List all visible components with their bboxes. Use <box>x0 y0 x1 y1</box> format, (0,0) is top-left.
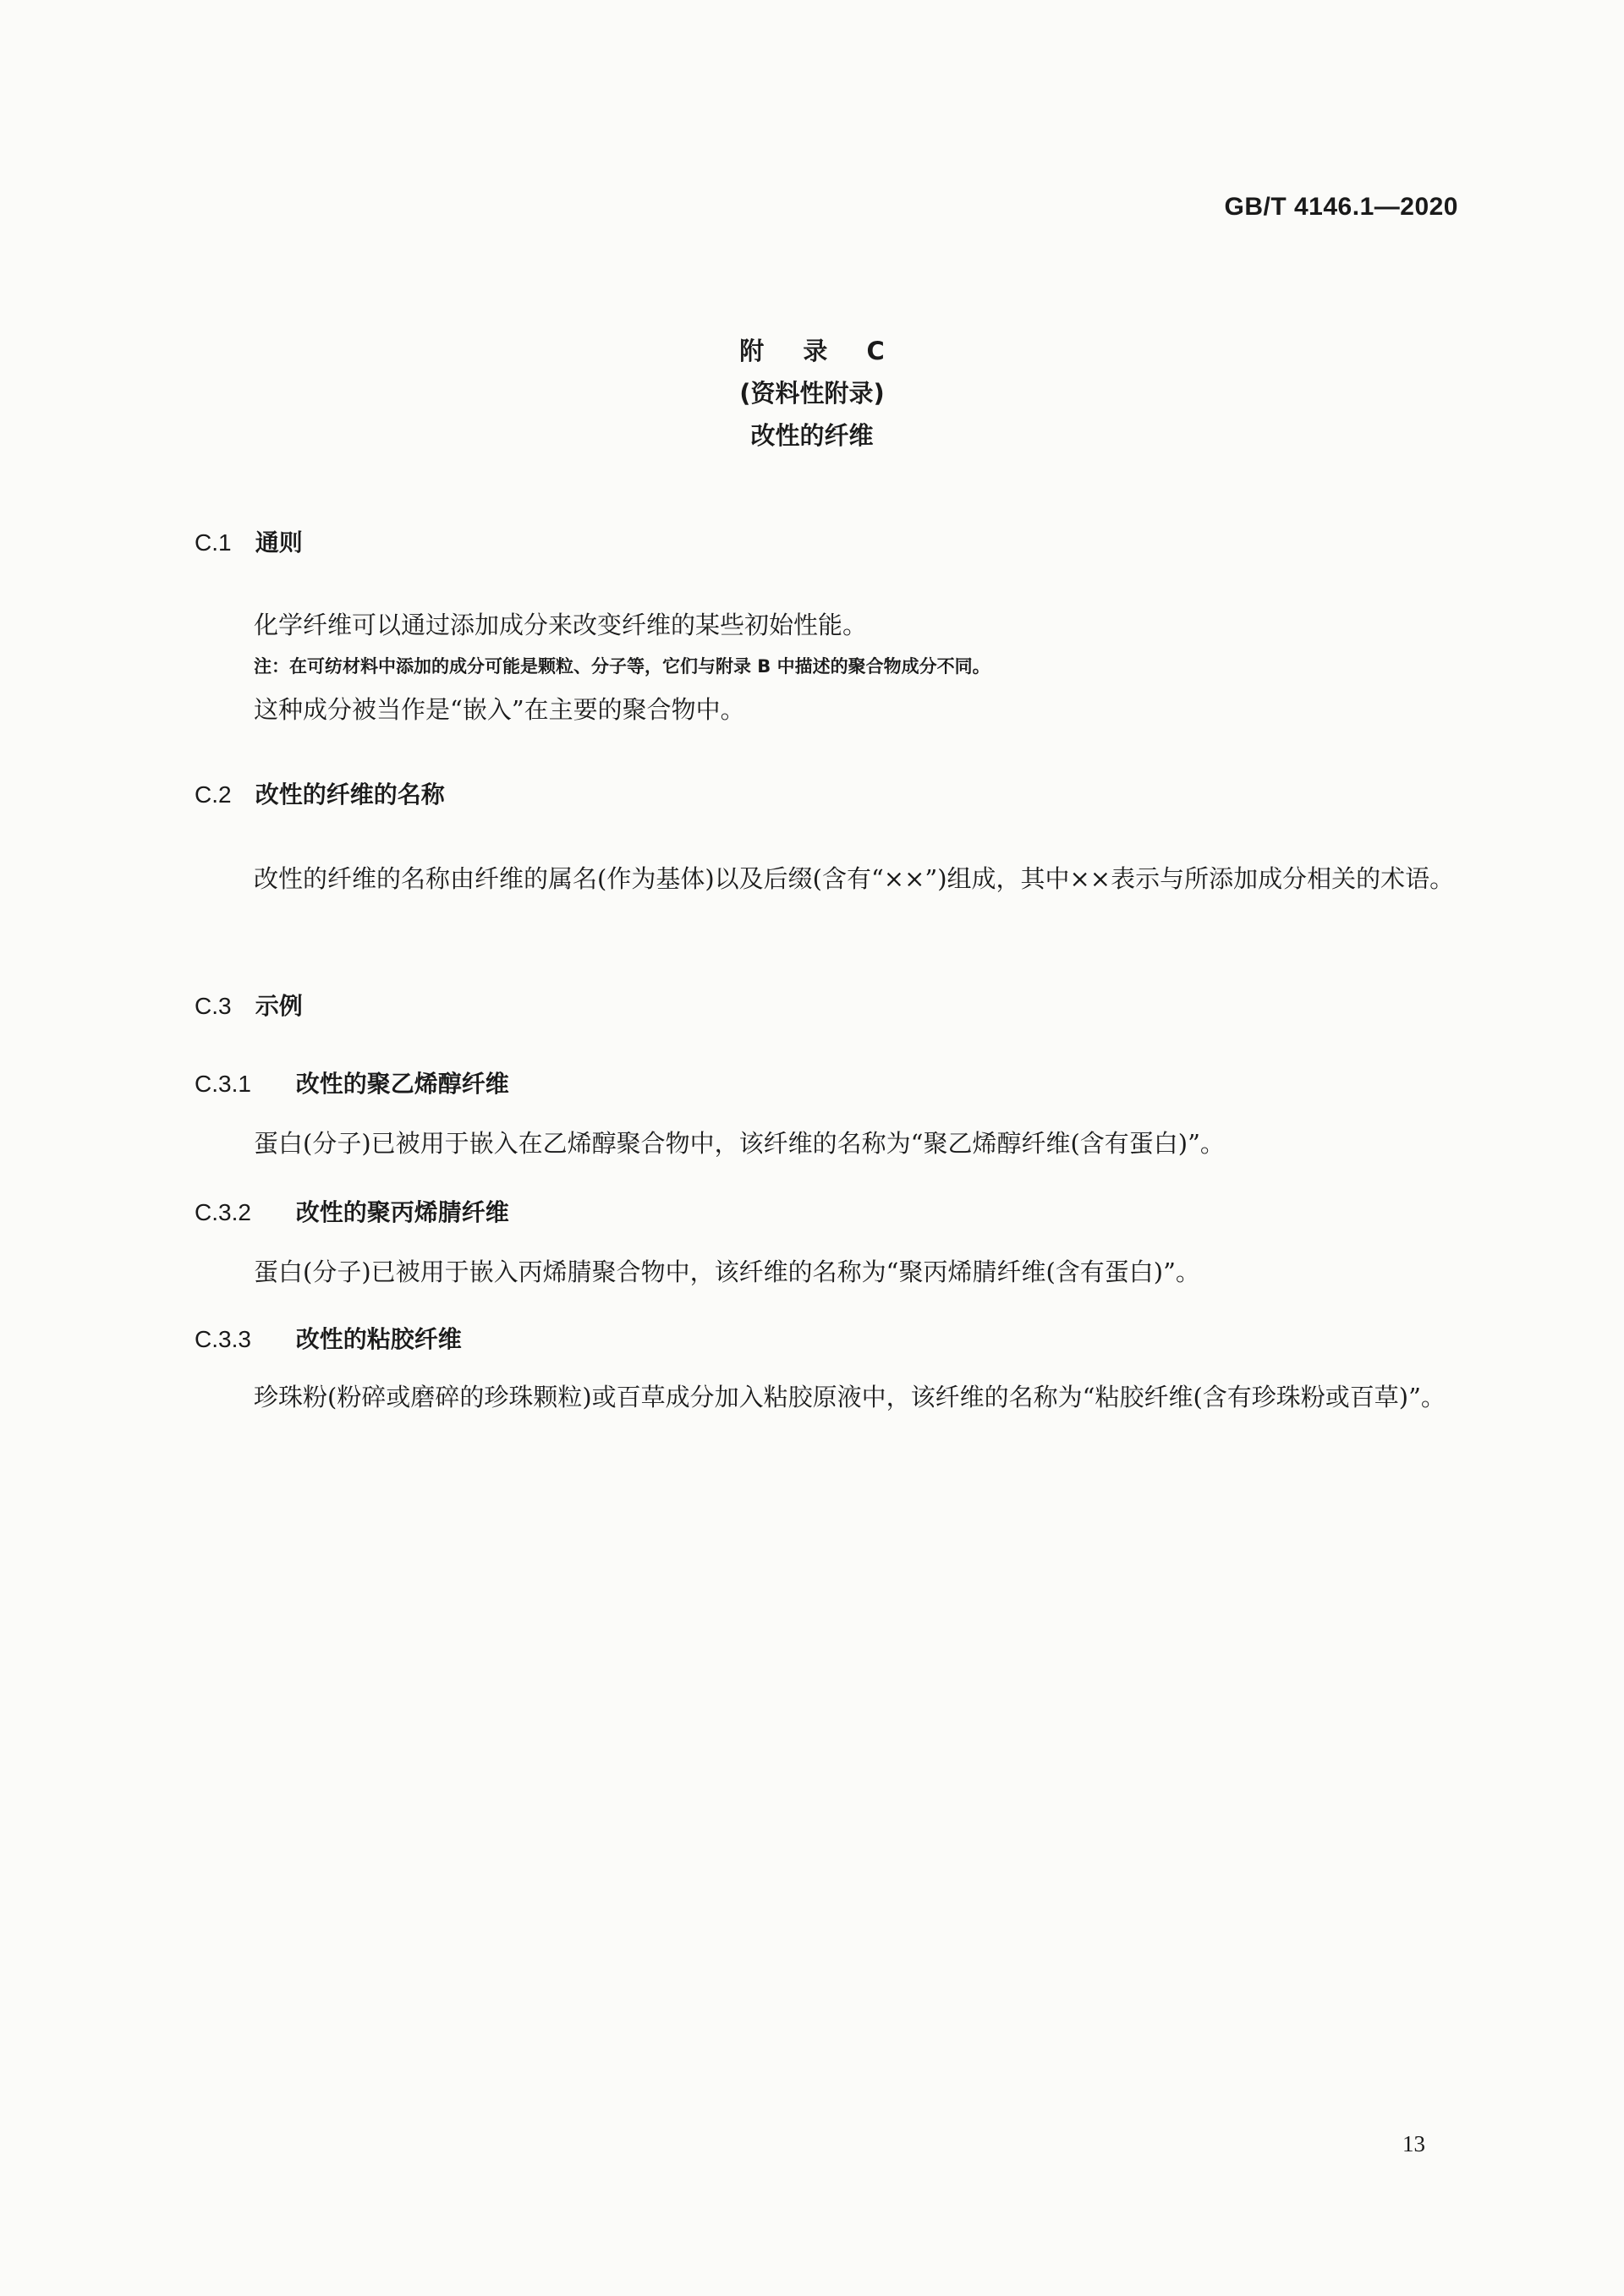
section-number: C.3.2 <box>195 1199 251 1225</box>
section-heading-c3-3 <box>195 1321 462 1355</box>
annex-type: (资料性附录) <box>739 379 885 408</box>
section-number: C.3.1 <box>195 1071 251 1097</box>
section-title: 改性的聚乙烯醇纤维 <box>295 1070 509 1098</box>
page-number: 13 <box>1402 2131 1425 2156</box>
paragraph: 蛋白(分子)已被用于嵌入在乙烯醇聚合物中，该纤维的名称为“聚乙烯醇纤维(含有蛋白)”。 <box>254 1129 1225 1158</box>
section-title: 通则 <box>255 529 303 556</box>
section-title: 改性的聚丙烯腈纤维 <box>295 1198 509 1226</box>
annex-label: 附 录 C <box>739 337 900 365</box>
section-heading-c3 <box>195 988 303 1022</box>
paragraph: 化学纤维可以通过添加成分来改变纤维的某些初始性能。 <box>254 611 868 639</box>
section-number: C.3.3 <box>195 1326 251 1352</box>
section-title: 改性的粘胶纤维 <box>295 1325 462 1353</box>
section-number: C.1 <box>195 529 232 556</box>
paragraph: 改性的纤维的名称由纤维的属名(作为基体)以及后缀(含有“××”)组成，其中××表示与所添加成分相关的术语。 <box>254 864 1455 893</box>
section-title: 改性的纤维的名称 <box>255 781 445 808</box>
section-title: 示例 <box>255 992 303 1020</box>
section-heading-c2 <box>195 776 445 810</box>
paragraph: 蛋白(分子)已被用于嵌入丙烯腈聚合物中，该纤维的名称为“聚丙烯腈纤维(含有蛋白)”。 <box>254 1258 1200 1286</box>
section-heading-c3-2 <box>195 1194 509 1228</box>
annex-title-block <box>0 330 1624 457</box>
section-heading-c3-1 <box>195 1066 509 1099</box>
paragraph: 这种成分被当作是“嵌入”在主要的聚合物中。 <box>254 695 745 724</box>
section-number: C.3 <box>195 993 232 1019</box>
note: 注：在可纺材料中添加的成分可能是颗粒、分子等，它们与附录 B 中描述的聚合物成分不同。 <box>254 656 990 677</box>
annex-title: 改性的纤维 <box>750 421 874 450</box>
document-code: GB/T 4146.1—2020 <box>1224 193 1458 221</box>
section-heading-c1 <box>195 524 303 558</box>
paragraph: 珍珠粉(粉碎或磨碎的珍珠颗粒)或百草成分加入粘胶原液中，该纤维的名称为“粘胶纤维(含有珍珠粉或百草)”。 <box>254 1383 1446 1411</box>
section-number: C.2 <box>195 781 232 808</box>
